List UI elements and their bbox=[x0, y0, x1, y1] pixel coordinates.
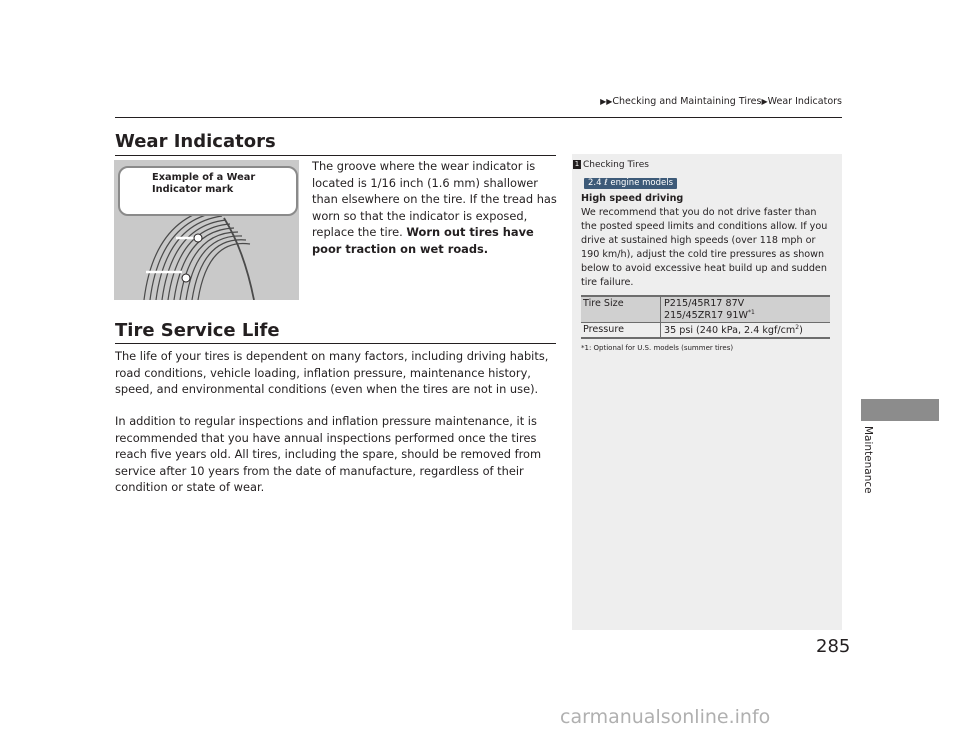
table-cell bbox=[661, 323, 831, 339]
caption-line: Example of a Wear bbox=[152, 172, 256, 183]
header-rule bbox=[115, 117, 842, 118]
superscript: 2 bbox=[795, 324, 800, 332]
side-note-text: We recommend that you do not drive faster than the posted speed limits and conditions allow. If you drive at sustained high speeds (over 118 mph or 190 km/h), adjust the cold tire pressures as shown below to avoid excessive heat build up and sudden tire failure. bbox=[581, 207, 828, 288]
watermark: carmanualsonline.info bbox=[560, 706, 771, 728]
table-cell bbox=[661, 296, 831, 323]
breadcrumb bbox=[560, 96, 842, 107]
wear-indicator-illustration bbox=[114, 160, 299, 300]
section-tab-label bbox=[860, 426, 874, 516]
tab-label-text: Maintenance bbox=[862, 426, 874, 494]
pressure-value: 35 psi (240 kPa, 2.4 kgf/cm bbox=[664, 325, 796, 337]
table-row bbox=[581, 323, 830, 339]
footnote-ref: *1 bbox=[747, 309, 755, 316]
page-number: 285 bbox=[816, 636, 851, 657]
section-rule bbox=[115, 343, 556, 344]
paragraph: In addition to regular inspections and inflation pressure maintenance, it is recommended that you have annual inspections performed once the tires reach five years old. All tires, including the spare, should be removed from service after 10 years from the date of manufacture, regardless of their condition or state of wear. bbox=[115, 414, 542, 494]
illustration-caption bbox=[152, 172, 255, 196]
section-title: Wear Indicators bbox=[115, 131, 276, 152]
section-rule bbox=[115, 155, 556, 156]
table-cell: Pressure bbox=[581, 323, 661, 339]
section-tab-marker bbox=[861, 399, 939, 421]
pressure-end: ) bbox=[799, 325, 803, 337]
tire-size-value bbox=[664, 309, 828, 321]
warning-text: Worn out tires have poor traction on wet roads. bbox=[312, 225, 534, 256]
table-row bbox=[581, 296, 830, 323]
side-note-heading bbox=[573, 160, 649, 170]
breadcrumb-arrow-icon: ▶ bbox=[761, 97, 768, 106]
wear-indicator-text bbox=[312, 158, 558, 257]
breadcrumb-arrow-icon: ▶▶ bbox=[600, 97, 613, 106]
caption-line: Indicator mark bbox=[152, 184, 234, 195]
tire-size-text: 215/45ZR17 91W bbox=[664, 310, 748, 322]
tire-spec-table bbox=[581, 295, 830, 339]
side-note-title: Checking Tires bbox=[583, 160, 649, 170]
footnote: *1: Optional for U.S. models (summer tires) bbox=[581, 344, 734, 352]
paragraph: The groove where the wear indicator is located is 1/16 inch (1.6 mm) shallower than elsewhere on the tire. If the tread has worn so that the indicator is exposed, replace the tire. bbox=[312, 159, 557, 239]
tire-size-value: P215/45R17 87V bbox=[664, 298, 745, 309]
reference-number: 1 bbox=[574, 160, 580, 168]
table-cell: Tire Size bbox=[581, 296, 661, 323]
breadcrumb-item[interactable]: Wear Indicators bbox=[767, 96, 842, 107]
engine-model-badge: 2.4 ℓ engine models bbox=[584, 178, 677, 189]
side-subheading: High speed driving bbox=[581, 193, 684, 204]
breadcrumb-item[interactable]: Checking and Maintaining Tires bbox=[612, 96, 762, 107]
paragraph: The life of your tires is dependent on many factors, including driving habits, road conditions, vehicle loading, inflation pressure, maintenance history, speed, and environmental conditions (even when the tires are not in use). bbox=[115, 349, 549, 396]
section-title: Tire Service Life bbox=[115, 320, 280, 341]
